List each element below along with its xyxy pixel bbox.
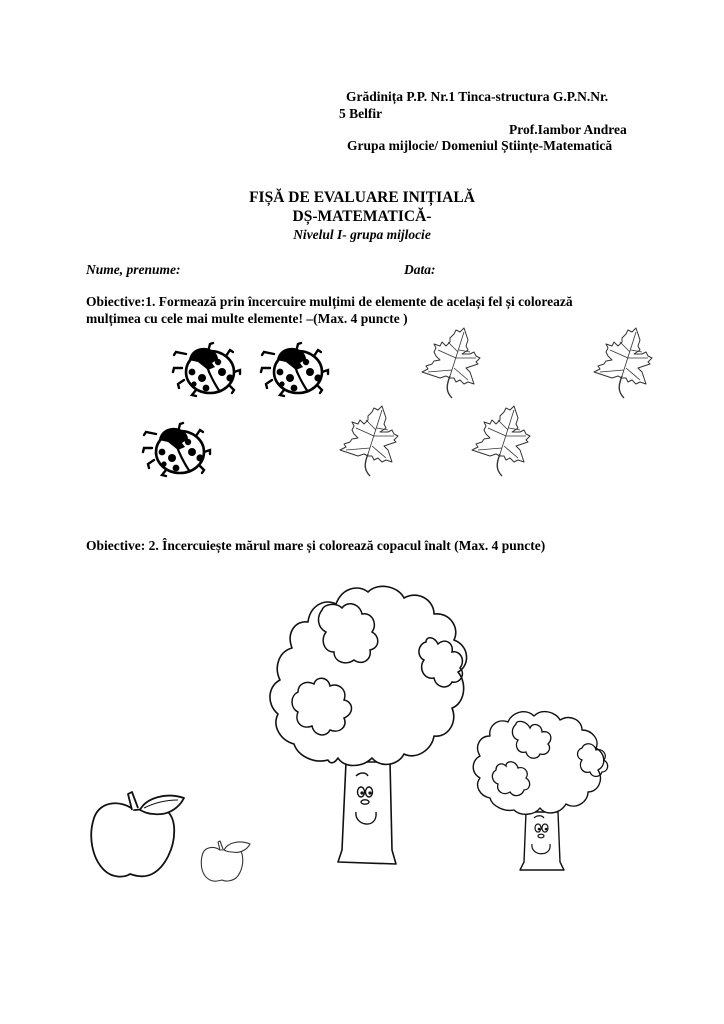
objective1-line1: Obiective:1. Formează prin încercuire mulțimi de elemente de același fel și colorează xyxy=(86,294,573,309)
objective1-line2: mulțimea cu cele mai multe elemente! –(Max. 4 puncte ) xyxy=(86,311,408,326)
ladybug-icon xyxy=(176,338,256,408)
kindergarten-location: 5 Belfir xyxy=(339,106,383,121)
maple-leaf-icon xyxy=(416,326,496,406)
teacher-name: Prof.Iambor Andrea xyxy=(509,122,627,137)
maple-leaf-icon xyxy=(588,326,668,406)
maple-leaf-icon xyxy=(466,404,546,484)
date-label: Data: xyxy=(404,262,436,277)
short-tree-icon xyxy=(464,704,624,884)
ladybug-icon xyxy=(146,418,226,488)
group-domain: Grupa mijlocie/ Domeniul Științe-Matematică xyxy=(347,138,613,153)
worksheet-title: FIȘĂ DE EVALUARE INIȚIALĂ xyxy=(249,189,475,206)
small-apple-icon xyxy=(198,836,258,886)
worksheet-domain: DȘ-MATEMATICĂ- xyxy=(292,208,432,225)
objective2-line1: Obiective: 2. Încercuiește mărul mare și colorează copacul înalt (Max. 4 puncte) xyxy=(86,538,546,553)
tall-tree-icon xyxy=(258,580,498,880)
kindergarten-name: Grădinița P.P. Nr.1 Tinca-structura G.P.N.Nr. xyxy=(346,89,609,104)
name-label: Nume, prenume: xyxy=(86,262,181,277)
ladybug-icon xyxy=(264,338,344,408)
maple-leaf-icon xyxy=(334,404,414,484)
big-apple-icon xyxy=(86,784,196,884)
worksheet-level: Nivelul I- grupa mijlocie xyxy=(293,227,431,242)
